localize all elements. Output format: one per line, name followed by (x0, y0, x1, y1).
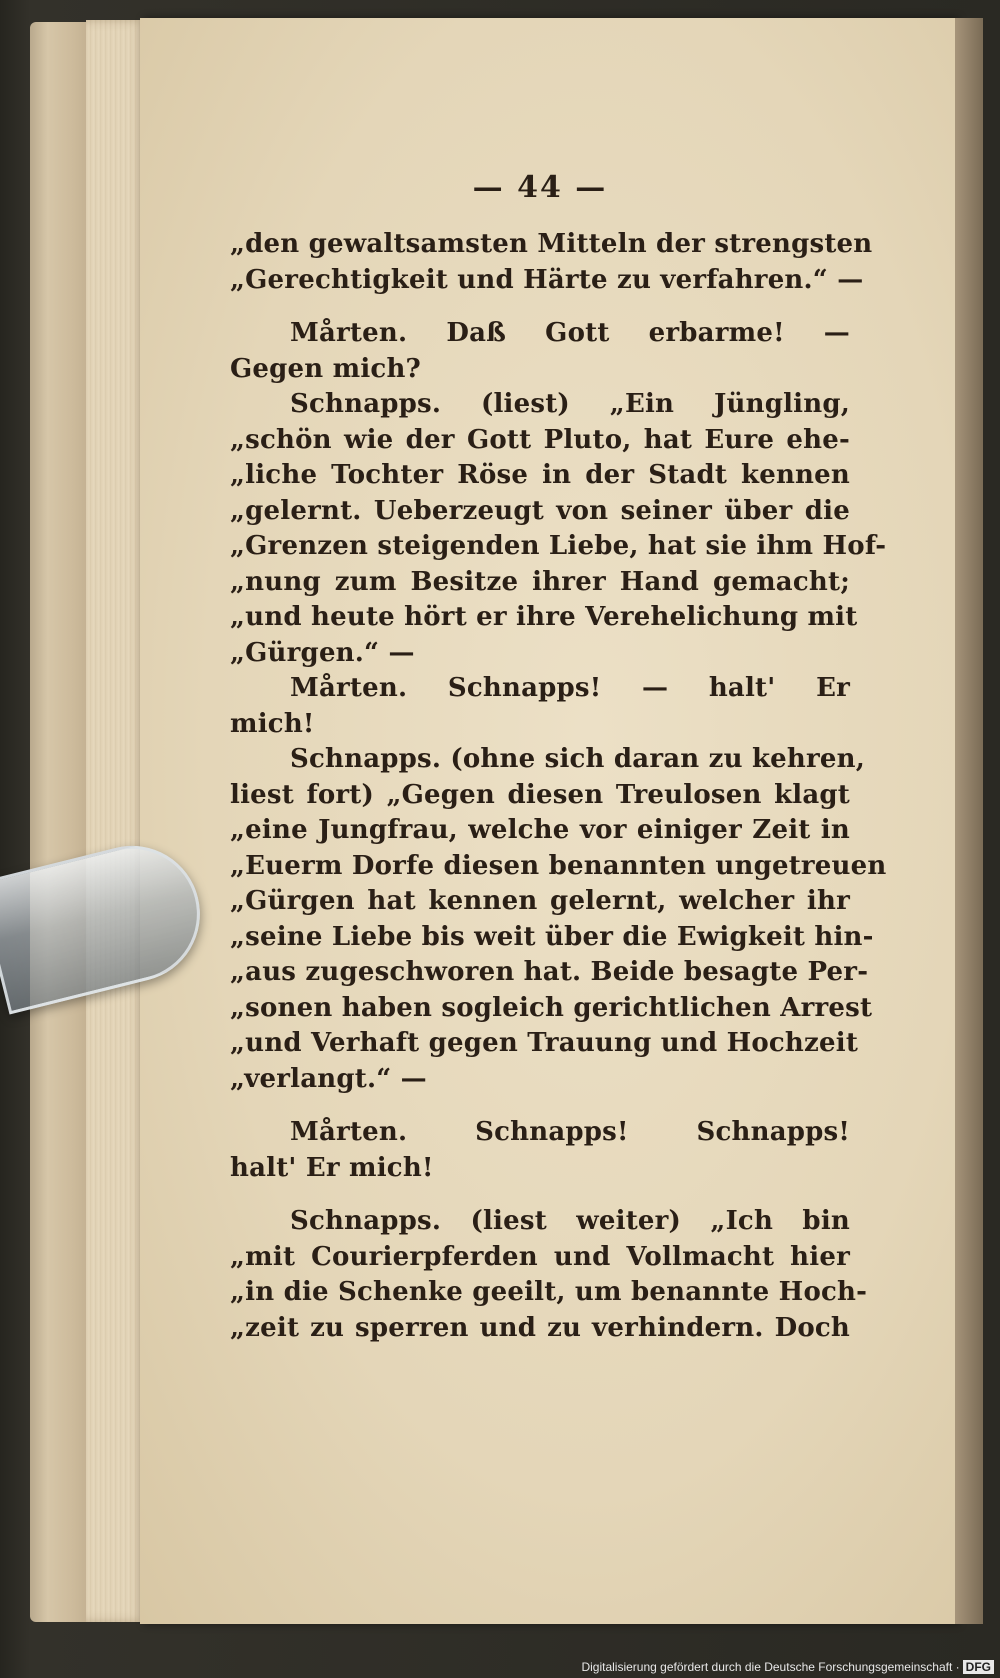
text-line: „den gewaltsamsten Mitteln der strengsten (230, 229, 873, 259)
text-line: „und heute hört er ihre Verehelichung mit (230, 602, 858, 632)
text-line: liest fort) „Gegen diesen Treulosen klagt (230, 779, 850, 810)
page-edge-right (955, 18, 983, 1624)
text-line: „nung zum Besitze ihrer Hand gemacht; (230, 566, 850, 597)
text-line: Mårten. Daß Gott erbarme! — (290, 318, 850, 348)
text-line: „Gürgen hat kennen gelernt, welcher ihr (230, 886, 850, 916)
text-line: „Euerm Dorfe diesen benannten ungetreuen (230, 850, 887, 881)
page-number: — 44 — (472, 170, 608, 205)
paragraph-gap (230, 1186, 850, 1204)
text-line: „verlangt.“ — (230, 1063, 427, 1094)
text-line: „schön wie der Gott Pluto, hat Eure ehe- (230, 424, 850, 455)
text-line: „Gürgen.“ — (230, 637, 415, 668)
text-line: halt' Er mich! (230, 1152, 434, 1183)
text-line: Schnapps. (liest weiter) „Ich bin (290, 1206, 850, 1236)
page-text (230, 170, 887, 1346)
text-line: „Grenzen steigenden Liebe, hat sie ihm Hof- (230, 531, 887, 561)
page-stack (86, 20, 146, 1622)
text-line: „und Verhaft gegen Trauung und Hochzeit (230, 1028, 859, 1058)
text-line: „eine Jungfrau, welche vor einiger Zeit in (230, 815, 850, 845)
text-line: „aus zugeschworen hat. Beide besagte Per- (230, 957, 869, 987)
text-line: Schnapps. (ohne sich daran zu kehren, (290, 744, 866, 774)
text-line: Gegen mich? (230, 353, 421, 384)
paragraph-gap (230, 1097, 850, 1115)
text-line: Mårten. Schnapps! Schnapps! (290, 1117, 850, 1147)
paragraph-gap (230, 298, 850, 316)
digitization-credit (581, 1660, 994, 1674)
text-lines (230, 227, 887, 1346)
text-line: „sonen haben sogleich gerichtlichen Arrest (230, 992, 873, 1023)
text-line: „seine Liebe bis weit über die Ewigkeit hin- (230, 921, 874, 952)
text-line: Schnapps. (liest) „Ein Jüngling, (290, 389, 850, 419)
text-line: mich! (230, 708, 315, 739)
text-line: „mit Courierpferden und Vollmacht hier (230, 1241, 850, 1272)
text-line: Mårten. Schnapps! — halt' Er (290, 673, 850, 703)
text-line: „liche Tochter Röse in der Stadt kennen (230, 460, 850, 490)
dfg-logo: DFG (963, 1660, 994, 1674)
credit-text: Digitalisierung gefördert durch die Deutsche Forschungsgemeinschaft · (581, 1660, 960, 1674)
text-line: „gelernt. Ueberzeugt von seiner über die (230, 495, 850, 526)
text-line: „Gerechtigkeit und Härte zu verfahren.“ — (230, 264, 864, 295)
text-line: „zeit zu sperren und zu verhindern. Doch (230, 1312, 850, 1343)
text-line: „in die Schenke geeilt, um benannte Hoch- (230, 1277, 868, 1307)
